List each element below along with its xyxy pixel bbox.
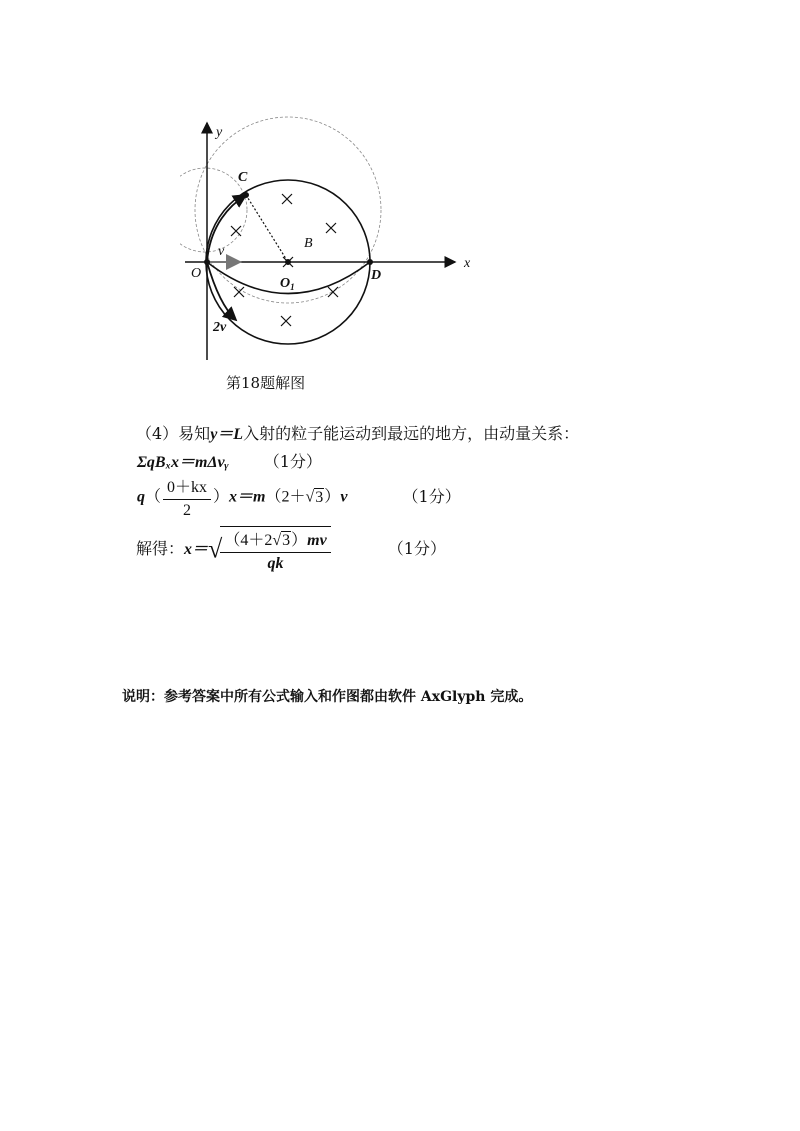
eq1-score: （1分）: [263, 452, 322, 471]
eq2-numerator: 0＋kx: [163, 474, 211, 500]
solve-label: 解得：: [136, 539, 185, 558]
sqrt-symbol: √: [272, 532, 282, 549]
label-B: B: [304, 236, 313, 251]
eq2-score: （1分）: [402, 486, 461, 506]
label-C: C: [238, 170, 248, 185]
x-axis-label: x: [464, 256, 471, 271]
solve-denominator: qk: [267, 555, 284, 572]
small-dashed-circle: [180, 168, 247, 252]
label-v: v: [218, 244, 225, 259]
label-2v: 2v: [213, 320, 227, 335]
figure-caption: 第18题解图: [226, 374, 306, 392]
eq2-fraction: [163, 474, 211, 520]
eq2-sqrt-arg: 3: [315, 488, 324, 506]
point-O: [204, 259, 210, 265]
intro-pre: （4）易知: [136, 424, 211, 443]
point-C: [243, 192, 249, 198]
label-O1: $O_1$: [280, 276, 295, 292]
field-mark: [281, 316, 291, 326]
eq2-rparen: ）: [213, 486, 230, 506]
field-mark: [326, 223, 336, 233]
field-mark: [234, 287, 244, 297]
equation-1: [137, 449, 322, 472]
footnote: 说明：参考答案中所有公式输入和作图都由软件 AxGlyph 完成。: [122, 689, 533, 705]
eq1-text: ΣqBₓx＝mΔvᵧ: [137, 454, 229, 471]
label-D: D: [371, 268, 382, 283]
sqrt-symbol: √: [208, 534, 223, 564]
y-axis-label: y: [216, 125, 223, 140]
field-mark: [282, 194, 292, 204]
radius-dotted: [246, 195, 288, 262]
solve-x: x＝: [184, 541, 209, 558]
label-O: O: [191, 266, 202, 281]
field-marks: [231, 194, 338, 326]
eq2-v: v: [340, 488, 348, 506]
eq2-paren-open: （2＋: [265, 488, 306, 506]
eq2-lparen: （: [145, 486, 162, 506]
sqrt-symbol: √: [305, 488, 315, 506]
solve-numerator: （4＋2√3）mv: [220, 527, 330, 553]
field-mark: [231, 226, 241, 236]
intro-math: y＝L: [210, 426, 244, 443]
physics-diagram: [180, 115, 490, 365]
eq2-paren-close: ）: [324, 488, 341, 506]
point-D: [367, 259, 373, 265]
eq2-q: q: [137, 488, 145, 506]
equation-2: [137, 474, 461, 520]
field-mark: [328, 287, 338, 297]
step4-intro: [136, 421, 579, 444]
solution: [136, 526, 446, 573]
eq2-denominator: 2: [183, 502, 192, 519]
eq2-mid: x＝m: [229, 488, 266, 506]
solve-score: （1分）: [387, 539, 446, 558]
intro-post: 入射的粒子能运动到最远的地方，由动量关系：: [243, 424, 580, 443]
solve-fraction: [220, 526, 330, 573]
